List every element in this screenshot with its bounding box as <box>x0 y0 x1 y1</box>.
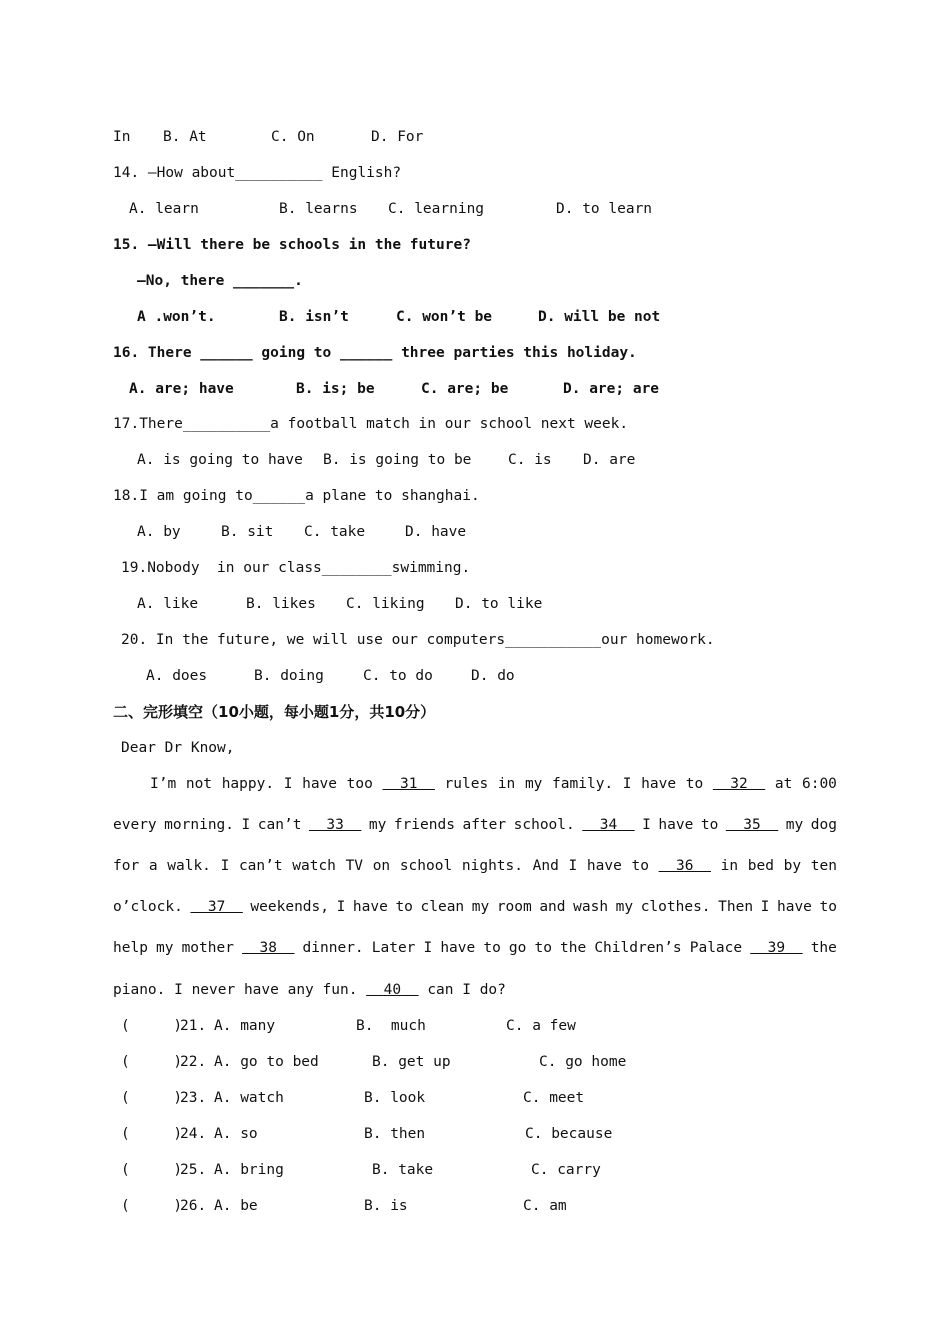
passage-word: in <box>497 776 516 792</box>
q20-option-b: B. doing <box>254 668 324 684</box>
passage-word: by <box>783 858 802 874</box>
q19-blank: ________ <box>321 560 392 576</box>
passage-word: on <box>372 858 391 874</box>
q17-option-d: D. are <box>583 452 636 468</box>
passage-word: in <box>720 858 739 874</box>
passage-word: to <box>631 858 649 874</box>
passage-word: go <box>508 940 527 956</box>
q16-stem: 16. There ______ going to ______ three parties this holiday. <box>113 345 637 361</box>
q18-option-d: D. have <box>405 524 467 540</box>
q17-stem-post: a football match in our school next week. <box>270 416 629 432</box>
passage-word: walk. <box>167 858 211 874</box>
option-b: B. get up <box>372 1054 451 1070</box>
passage-word: at <box>774 776 793 792</box>
question-number: 21. <box>180 1018 207 1034</box>
blank-37: 37 <box>190 899 243 915</box>
q14-option-d: D. to learn <box>556 201 653 217</box>
passage-word: wash <box>573 899 609 915</box>
passage-word: I <box>568 858 578 874</box>
passage-word: I’m <box>150 776 177 792</box>
option-c: C. am <box>523 1198 567 1214</box>
passage-word: nights. <box>461 858 523 874</box>
answer-bracket[interactable]: ( ) <box>121 1054 183 1070</box>
passage-line-4 <box>113 897 837 917</box>
passage-word: ten <box>810 858 837 874</box>
passage-word: too <box>346 776 373 792</box>
question-number: 24. <box>180 1126 207 1142</box>
passage-word: to <box>395 899 413 915</box>
option-b: B. much <box>356 1018 426 1034</box>
q16-option-b: B. is; be <box>296 381 375 397</box>
passage-word: watch <box>292 858 336 874</box>
passage-word: my <box>615 899 634 915</box>
passage-word: I <box>336 899 346 915</box>
section2-heading: 二、完形填空（10小题，每小题1分，共10分） <box>113 703 436 721</box>
blank-32: 32 <box>712 776 766 792</box>
passage-word: every <box>113 817 157 833</box>
q18-blank: ______ <box>252 488 306 504</box>
passage-word: I <box>283 776 293 792</box>
passage-word: have <box>302 776 338 792</box>
q14-stem-text: 14. —How about <box>113 165 236 181</box>
q17-option-c: C. is <box>508 452 552 468</box>
option-b: B. then <box>364 1126 426 1142</box>
question-number: 25. <box>180 1162 207 1178</box>
option-a: A. so <box>214 1126 258 1142</box>
q18-option-a: A. by <box>137 524 181 540</box>
q19-option-a: A. like <box>137 596 199 612</box>
q20-blank: ___________ <box>505 632 602 648</box>
passage-word: and <box>539 899 566 915</box>
blank-35: 35 <box>725 817 779 833</box>
answer-bracket[interactable]: ( ) <box>121 1162 183 1178</box>
passage-word: I <box>423 940 433 956</box>
option-c: C. because <box>525 1126 613 1142</box>
q16-option-d: D. are; are <box>563 381 660 397</box>
option-b: B. is <box>364 1198 408 1214</box>
passage-word: my <box>471 899 490 915</box>
passage-word: a <box>148 858 158 874</box>
passage-word: have <box>658 817 694 833</box>
letter-greeting: Dear Dr Know, <box>121 740 235 756</box>
answer-bracket[interactable]: ( ) <box>121 1126 183 1142</box>
blank-34: 34 <box>582 817 635 833</box>
answer-bracket[interactable]: ( ) <box>121 1090 183 1106</box>
option-c: C. go home <box>539 1054 627 1070</box>
q19-option-b: B. likes <box>246 596 316 612</box>
passage-word: have <box>776 899 812 915</box>
passage-line-6-text: piano. I never have any fun. <box>113 982 358 998</box>
option-a: A. many <box>214 1018 276 1034</box>
passage-word: 6:00 <box>801 776 837 792</box>
passage-line-5 <box>113 938 837 958</box>
passage-word: dinner. <box>302 940 364 956</box>
answer-bracket[interactable]: ( ) <box>121 1018 183 1034</box>
passage-word: school. <box>513 817 575 833</box>
q13-option-b: B. At <box>163 129 207 145</box>
option-c: C. meet <box>523 1090 585 1106</box>
q20-option-c: C. to do <box>363 668 433 684</box>
passage-word: my <box>785 817 804 833</box>
q15-option-a: A .won’t. <box>137 309 216 325</box>
passage-word: And <box>532 858 559 874</box>
q17-stem <box>113 414 628 434</box>
q14-option-b: B. learns <box>279 201 358 217</box>
q17-option-b: B. is going to be <box>323 452 472 468</box>
q14-stem <box>113 163 401 183</box>
passage-line-6-end: can I do? <box>427 982 506 998</box>
passage-word: to <box>819 899 837 915</box>
passage-word: Then <box>718 899 754 915</box>
q15-option-c: C. won’t be <box>396 309 493 325</box>
passage-word: school <box>399 858 453 874</box>
q19-option-c: C. liking <box>346 596 425 612</box>
q13-option-c: C. On <box>271 129 315 145</box>
blank-36: 36 <box>658 858 711 874</box>
passage-line-2 <box>113 815 837 835</box>
q17-blank: __________ <box>182 416 271 432</box>
passage-word: have <box>352 899 388 915</box>
q18-stem-pre: 18.I am going to <box>113 488 253 504</box>
passage-word: bed <box>747 858 774 874</box>
blank-38: 38 <box>242 940 295 956</box>
passage-word: I <box>760 899 770 915</box>
blank-39: 39 <box>750 940 803 956</box>
q19-stem <box>121 558 470 578</box>
passage-word: clothes. <box>640 899 711 915</box>
answer-bracket[interactable]: ( ) <box>121 1198 183 1214</box>
q20-stem <box>121 630 715 650</box>
q19-option-d: D. to like <box>455 596 543 612</box>
passage-word: the <box>560 940 587 956</box>
passage-word: I <box>622 776 632 792</box>
passage-word: dog <box>810 817 837 833</box>
passage-word: rules <box>444 776 489 792</box>
passage-word: can’t <box>257 817 302 833</box>
q16-option-c: C. are; be <box>421 381 509 397</box>
q13-option-a: In <box>113 129 131 145</box>
passage-word: help <box>113 940 148 956</box>
passage-word: TV <box>345 858 364 874</box>
passage-word: to <box>685 776 704 792</box>
passage-word: o’clock. <box>113 899 183 915</box>
passage-word: not <box>185 776 213 792</box>
q14-blank: __________ <box>235 165 323 181</box>
q18-stem-post: a plane to shanghai. <box>305 488 480 504</box>
q20-stem-pre: 20. In the future, we will use our computers <box>121 632 506 648</box>
q18-option-c: C. take <box>304 524 366 540</box>
question-number: 22. <box>180 1054 207 1070</box>
q20-stem-post: our homework. <box>601 632 715 648</box>
passage-word: weekends, <box>250 899 329 915</box>
passage-word: family. <box>552 776 614 792</box>
passage-word: have <box>586 858 622 874</box>
passage-line-6 <box>113 980 506 1000</box>
passage-word: Later <box>371 940 416 956</box>
option-b: B. look <box>364 1090 426 1106</box>
passage-word: friends <box>393 817 455 833</box>
passage-word: I <box>642 817 651 833</box>
passage-word: room <box>496 899 532 915</box>
passage-word: I <box>241 817 251 833</box>
q18-option-b: B. sit <box>221 524 274 540</box>
option-a: A. bring <box>214 1162 284 1178</box>
q17-stem-pre: 17.There <box>113 416 183 432</box>
passage-word: I <box>220 858 230 874</box>
q15-stem: 15. —Will there be schools in the future? <box>113 237 471 253</box>
q20-option-a: A. does <box>146 668 208 684</box>
q15-option-b: B. isn’t <box>279 309 349 325</box>
passage-word: for <box>113 858 140 874</box>
blank-40-number: 40 <box>383 982 402 998</box>
q19-stem-pre: 19.Nobody in our class <box>121 560 322 576</box>
passage-word: my <box>524 776 543 792</box>
passage-word: mother <box>181 940 234 956</box>
option-c: C. a few <box>506 1018 576 1034</box>
question-number: 23. <box>180 1090 207 1106</box>
passage-word: happy. <box>221 776 275 792</box>
q18-stem <box>113 486 480 506</box>
blank-31: 31 <box>382 776 435 792</box>
option-a: A. be <box>214 1198 258 1214</box>
passage-word: the <box>810 940 837 956</box>
q16-option-a: A. are; have <box>129 381 234 397</box>
passage-word: can’t <box>238 858 283 874</box>
passage-word: my <box>368 817 387 833</box>
passage-word: after <box>462 817 507 833</box>
option-b: B. take <box>372 1162 434 1178</box>
passage-word: my <box>156 940 174 956</box>
blank-33: 33 <box>308 817 362 833</box>
q14-option-c: C. learning <box>388 201 485 217</box>
passage-line-3 <box>113 856 837 876</box>
passage-line-1 <box>150 774 837 794</box>
option-a: A. watch <box>214 1090 284 1106</box>
option-c: C. carry <box>531 1162 601 1178</box>
q19-stem-post: swimming. <box>391 560 471 576</box>
option-a: A. go to bed <box>214 1054 319 1070</box>
q17-option-a: A. is going to have <box>137 452 303 468</box>
passage-word: to <box>700 817 719 833</box>
passage-word: morning. <box>164 817 235 833</box>
passage-word: to <box>483 940 501 956</box>
q14-option-a: A. learn <box>129 201 199 217</box>
passage-word: Children’s <box>594 940 682 956</box>
passage-word: to <box>534 940 552 956</box>
passage-word: have <box>440 940 476 956</box>
passage-word: have <box>641 776 677 792</box>
passage-word: Palace <box>689 940 743 956</box>
blank-40 <box>366 982 418 998</box>
q13-option-d: D. For <box>371 129 424 145</box>
passage-word: clean <box>420 899 465 915</box>
question-number: 26. <box>180 1198 207 1214</box>
q15-option-d: D. will be not <box>538 309 661 325</box>
q20-option-d: D. do <box>471 668 515 684</box>
q14-after: English? <box>322 165 402 181</box>
q15-reply: —No, there _______. <box>137 273 303 289</box>
